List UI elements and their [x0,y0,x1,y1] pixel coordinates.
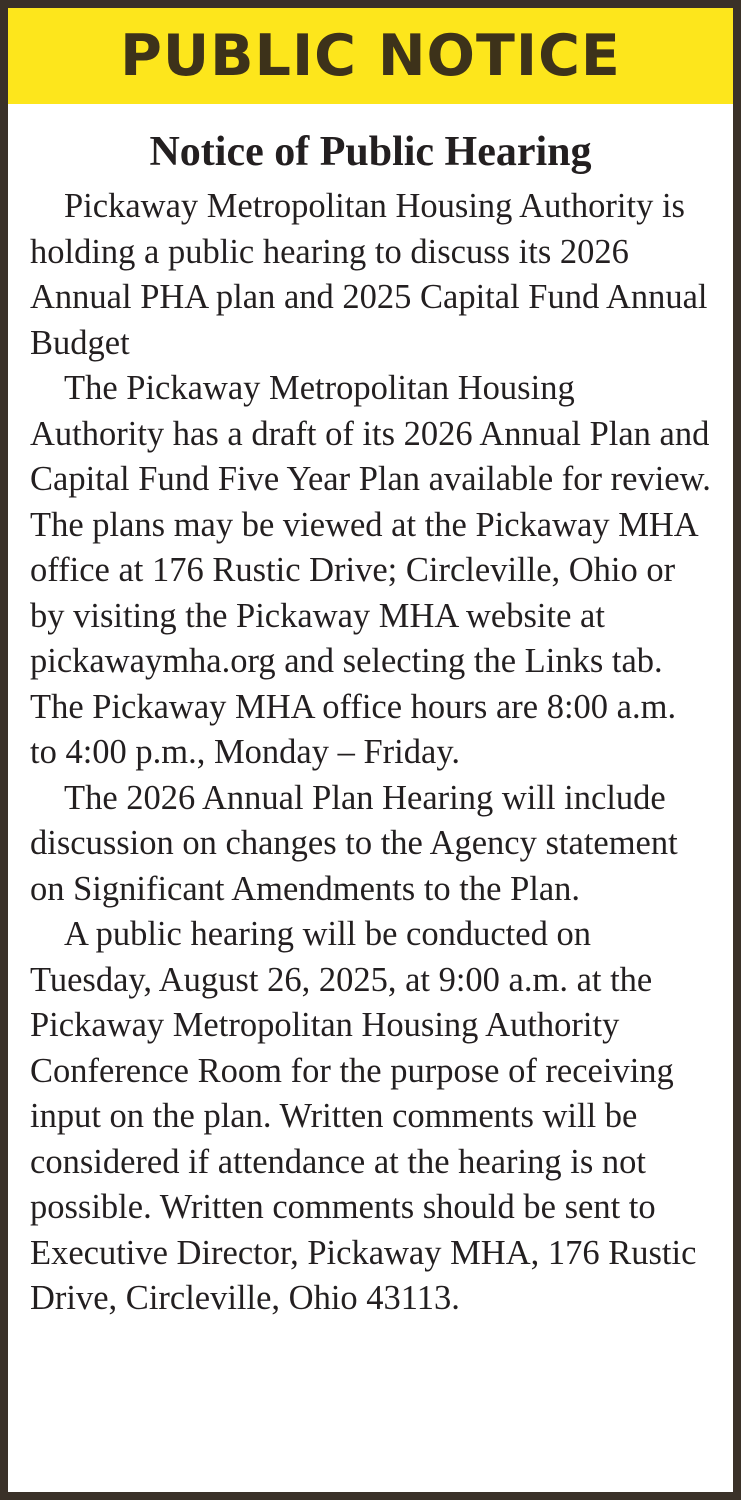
notice-body [30,120,711,1322]
notice-banner [8,8,733,104]
banner-title: PUBLIC NOTICE [120,22,621,89]
notice-paragraph-draft-plan: The Pickaway Metropolitan Housing Authority has a draft of its 2026 Annual Plan and Capital Fund Five Year Plan available for review. The plans may be viewed at the Pickaway MHA office at 176 Rustic Drive; Circleville, Ohio or by visiting the Pickaway MHA website at pickawaymha.org and selecting the Links tab. The Pickaway MHA office hours are 8:00 a.m. to 4:00 p.m., Monday – Friday. [30,369,711,771]
notice-paragraph-amendments: The 2026 Annual Plan Hearing will include discussion on changes to the Agency statement on Significant Amendments to the Plan. [30,778,678,908]
notice-heading: Notice of Public Hearing [149,129,592,175]
notice-paragraph-intro: Pickaway Metropolitan Housing Authority is holding a public hearing to discuss its 2026 Annual PHA plan and 2025 Capital Fund Annual Budget [30,187,708,362]
notice-paragraph-hearing-details: A public hearing will be conducted on Tuesday, August 26, 2025, at 9:00 a.m. at the Pickaway Metropolitan Housing Authority Conference Room for the purpose of receiving input on the plan. Written comments will be considered if attendance at the hearing is not possible. Written comments should be sent to Executive Director, Pickaway MHA, 176 Rustic Drive, Circleville, Ohio 43113. [30,915,697,1317]
